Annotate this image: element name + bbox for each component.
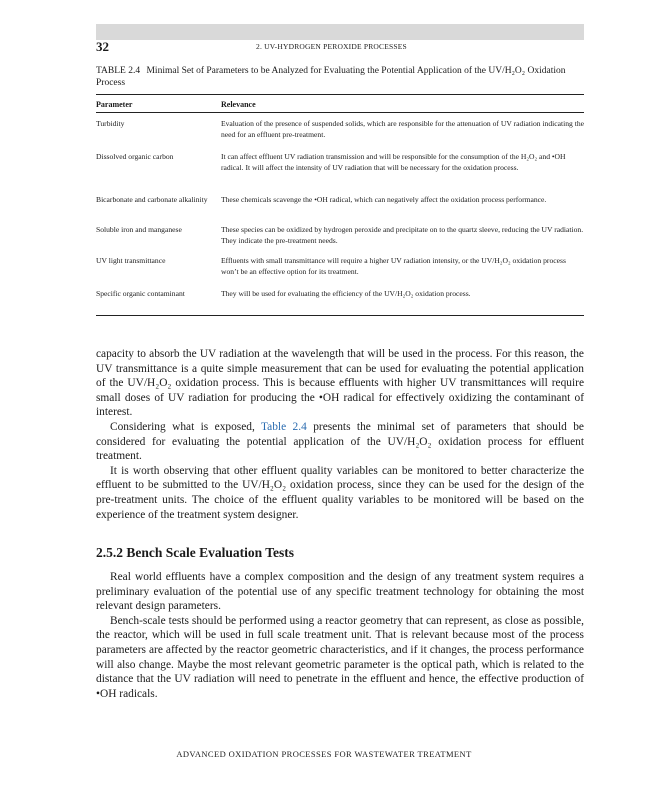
table-caption xyxy=(96,66,584,89)
table-cell-relevance: They will be used for evaluating the efficiency of the UV/H₂O₂ oxidation process. xyxy=(221,289,471,298)
page-footer: ADVANCED OXIDATION PROCESSES FOR WASTEWATER TREATMENT xyxy=(176,749,472,759)
column-header-parameter: Parameter xyxy=(96,100,133,109)
table-cell-parameter: Specific organic contaminant xyxy=(96,289,185,298)
paragraph: capacity to absorb the UV radiation at the wavelength that will be used in the process. For this reason, the UV transmittance is a quite simple measurement that can be used for evaluating the potential application of the UV/H₂O₂ oxidation process. This is because effluents with higher UV transmittances will require small doses of UV radiation for producing the •OH radical for effectively oxidizing the contaminant of interest. xyxy=(96,348,584,419)
table-cell-relevance: Evaluation of the presence of suspended solids, which are responsible for the attenuation of UV radiation indicating the need for an effluent pre-treatment. xyxy=(221,119,584,140)
table-cell-parameter: Dissolved organic carbon xyxy=(96,152,174,161)
body-text xyxy=(96,347,584,522)
section-body-text xyxy=(96,570,584,701)
table-rule-header xyxy=(96,112,584,113)
table-cell-parameter: Turbidity xyxy=(96,119,125,128)
table-cell-relevance: These species can be oxidized by hydrogen peroxide and precipitate on to the quartz sleeve, reducing the UV radiation. They indicate the pre-treatment needs. xyxy=(221,225,584,246)
table-reference-link[interactable]: Table 2.4 xyxy=(261,420,307,433)
paragraph-text: Considering what is exposed, xyxy=(110,420,255,433)
paragraph: Bench-scale tests should be performed using a reactor geometry that can represent, as close as possible, the reactor, which will be used in full scale treatment unit. That is relevant because most of the process parameters are affected by the reactor geometric characteristics, and if it changes, the process performance will also change. Maybe the most relevant geometric parameter is the optical path, which is related to the distance that the UV radiation will need to penetrate in the effluent and hence, the effective production of •OH radicals. xyxy=(96,614,584,700)
paragraph: Real world effluents have a complex composition and the design of any treatment system requires a preliminary evaluation of the potential use of any specific treatment technology for obtaining the most relevant design parameters. xyxy=(96,571,584,613)
paragraph-text: presents the minimal set of parameters that should be considered for evaluating the potential application of the UV/H₂O₂ oxidation process for effluent treatment. xyxy=(96,420,584,463)
header-bar xyxy=(96,24,584,40)
table-cell-relevance: These chemicals scavenge the •OH radical, which can negatively affect the oxidation process performance. xyxy=(221,195,547,204)
column-header-relevance: Relevance xyxy=(221,100,256,109)
table-rule-bottom xyxy=(96,315,584,316)
table-cell-relevance: Effluents with small transmittance will require a higher UV radiation intensity, or the UV/H₂O₂ oxidation process won’t be an effective option for its treatment. xyxy=(221,256,566,277)
running-head: 2. UV-HYDROGEN PEROXIDE PROCESSES xyxy=(256,42,407,51)
table-cell-relevance: It can affect effluent UV radiation transmission and will be responsible for the consumption of the H₂O₂ and •OH radical. It will affect the intensity of UV radiation that will be necessary for the oxidation process. xyxy=(221,152,566,173)
page-header xyxy=(96,39,584,57)
paragraph: It is worth observing that other effluent quality variables can be monitored to better characterize the effluent to be submitted to the UV/H₂O₂ oxidation process, since they can be used for the design of the pre-treatment units. The choice of the effluent quality variables to be monitored will be based on the experience of the treatment system designer. xyxy=(96,464,584,521)
table-cell-parameter: Bicarbonate and carbonate alkalinity xyxy=(96,195,208,204)
table-caption-id: TABLE 2.4 xyxy=(96,66,141,76)
table-cell-parameter: Soluble iron and manganese xyxy=(96,225,182,234)
section-heading: 2.5.2 Bench Scale Evaluation Tests xyxy=(96,545,295,560)
table-caption-text: Minimal Set of Parameters to be Analyzed for Evaluating the Potential Application of the UV/H₂O₂ Oxidation Process xyxy=(96,66,566,88)
paragraph xyxy=(96,420,584,464)
table-rule-top xyxy=(96,94,584,95)
page-number: 32 xyxy=(96,39,109,54)
table-cell-parameter: UV light transmittance xyxy=(96,256,166,265)
